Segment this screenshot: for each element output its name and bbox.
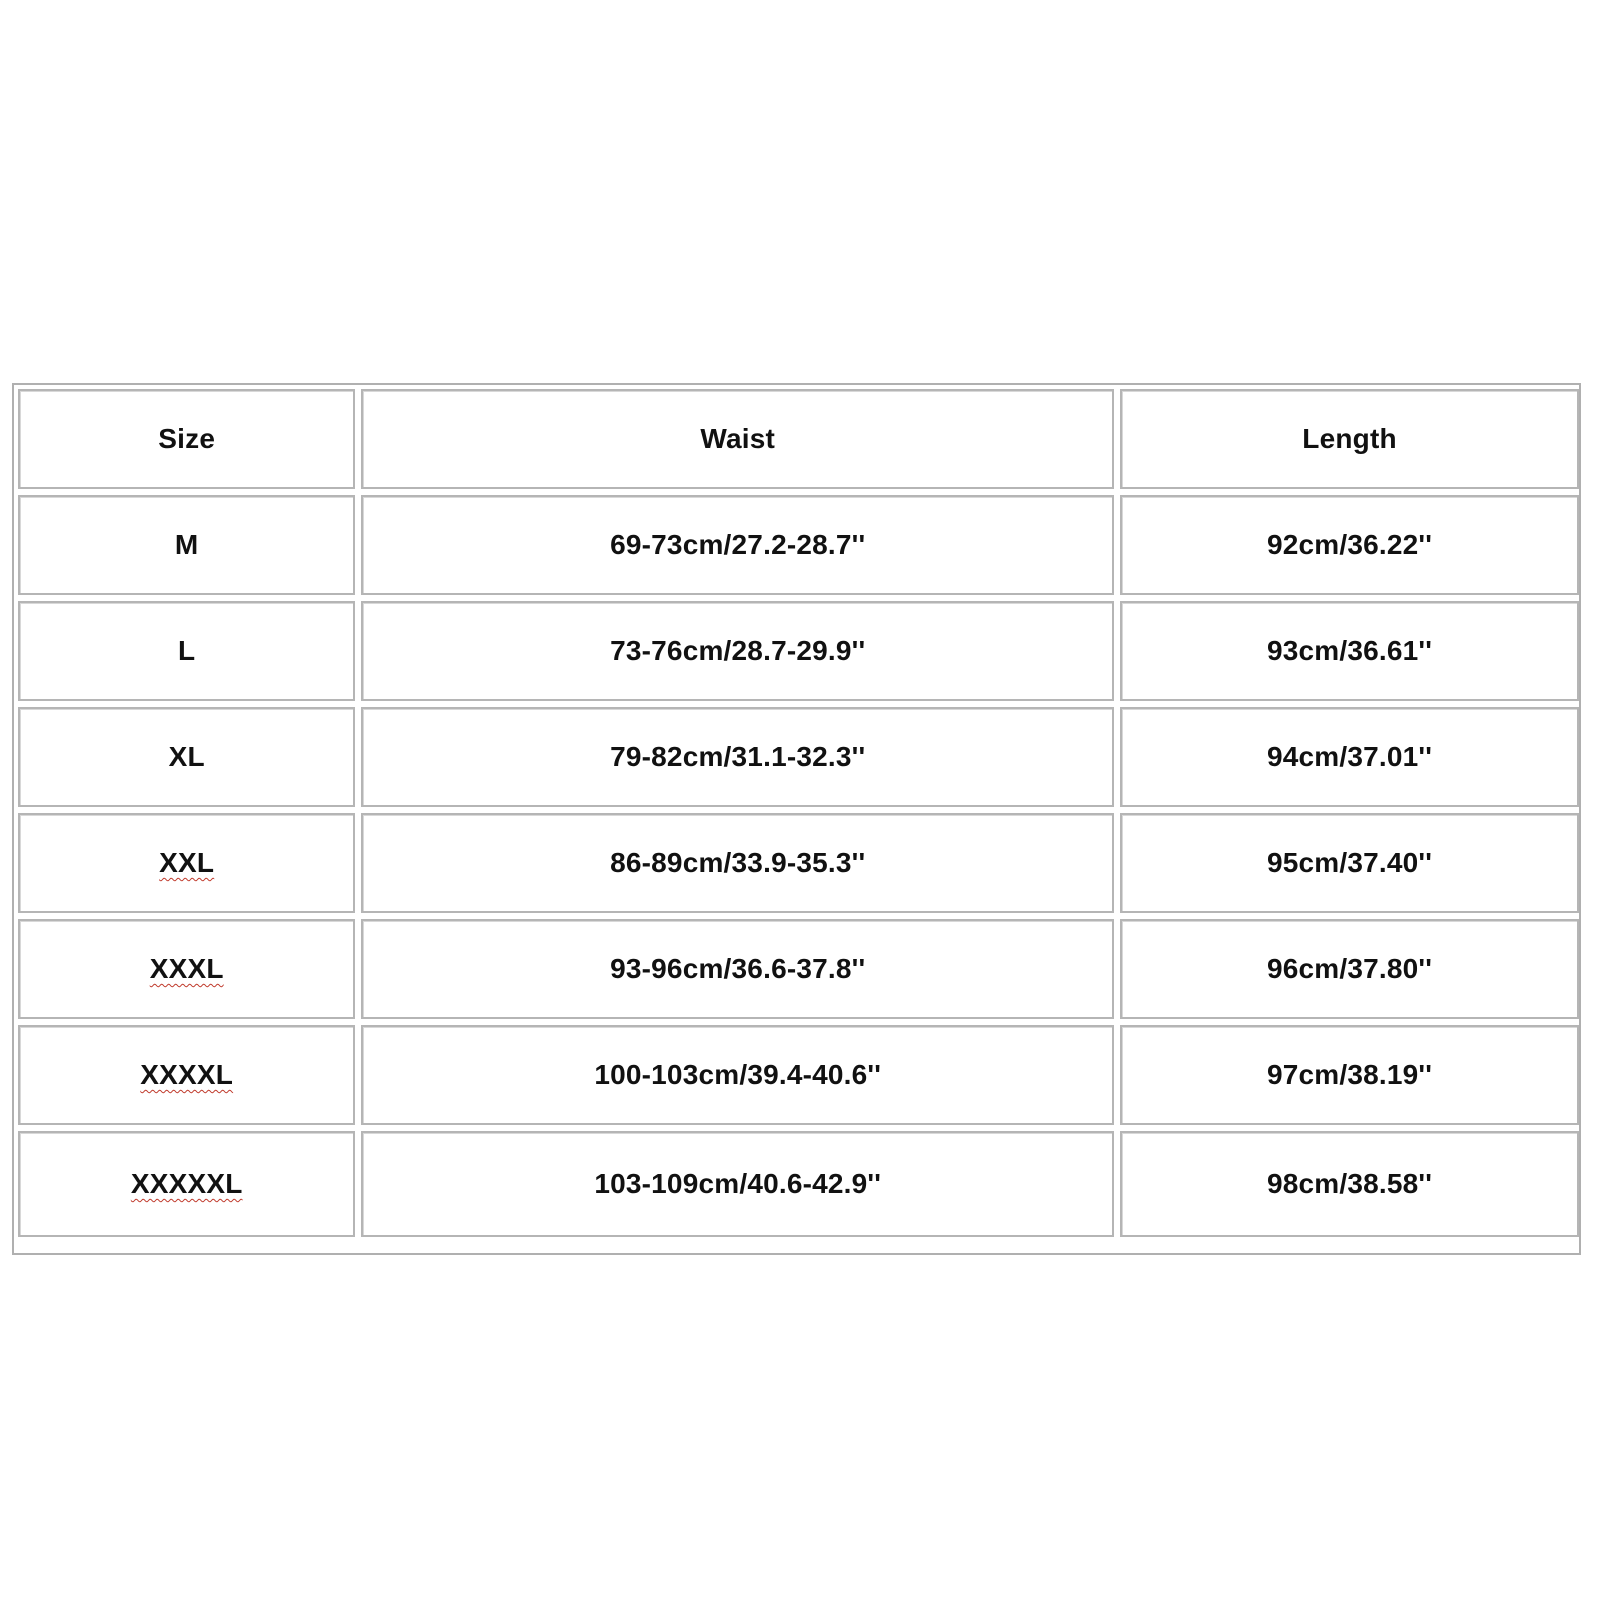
table-row (18, 919, 1579, 1019)
waist-cell: 79-82cm/31.1-32.3'' (361, 707, 1114, 807)
size-cell (18, 919, 355, 1019)
header-waist: Waist (361, 389, 1114, 489)
waist-cell: 93-96cm/36.6-37.8'' (361, 919, 1114, 1019)
table-row (18, 1025, 1579, 1125)
size-cell (18, 707, 355, 807)
waist-cell: 69-73cm/27.2-28.7'' (361, 495, 1114, 595)
table-row (18, 813, 1579, 913)
size-cell (18, 1131, 355, 1237)
header-size: Size (18, 389, 355, 489)
length-cell: 93cm/36.61'' (1120, 601, 1579, 701)
size-label: XXL (159, 847, 215, 878)
length-cell: 96cm/37.80'' (1120, 919, 1579, 1019)
length-cell: 95cm/37.40'' (1120, 813, 1579, 913)
table-row (18, 495, 1579, 595)
waist-cell: 100-103cm/39.4-40.6'' (361, 1025, 1114, 1125)
length-cell: 92cm/36.22'' (1120, 495, 1579, 595)
table-row (18, 1131, 1579, 1237)
header-length: Length (1120, 389, 1579, 489)
length-cell: 98cm/38.58'' (1120, 1131, 1579, 1237)
table-row (18, 601, 1579, 701)
waist-cell: 103-109cm/40.6-42.9'' (361, 1131, 1114, 1237)
size-cell (18, 1025, 355, 1125)
size-label: XXXXXL (130, 1168, 243, 1199)
size-label: M (174, 529, 199, 560)
waist-cell: 73-76cm/28.7-29.9'' (361, 601, 1114, 701)
table-row (18, 707, 1579, 807)
length-cell: 97cm/38.19'' (1120, 1025, 1579, 1125)
size-label: XXXL (149, 953, 224, 984)
header-row (18, 389, 1579, 489)
length-cell: 94cm/37.01'' (1120, 707, 1579, 807)
size-label: XL (168, 741, 205, 772)
size-table (12, 383, 1585, 1243)
waist-cell: 86-89cm/33.9-35.3'' (361, 813, 1114, 913)
size-label: XXXXL (140, 1059, 234, 1090)
size-cell (18, 601, 355, 701)
size-label: L (178, 635, 196, 666)
size-cell (18, 813, 355, 913)
size-cell (18, 495, 355, 595)
size-chart (12, 383, 1581, 1255)
